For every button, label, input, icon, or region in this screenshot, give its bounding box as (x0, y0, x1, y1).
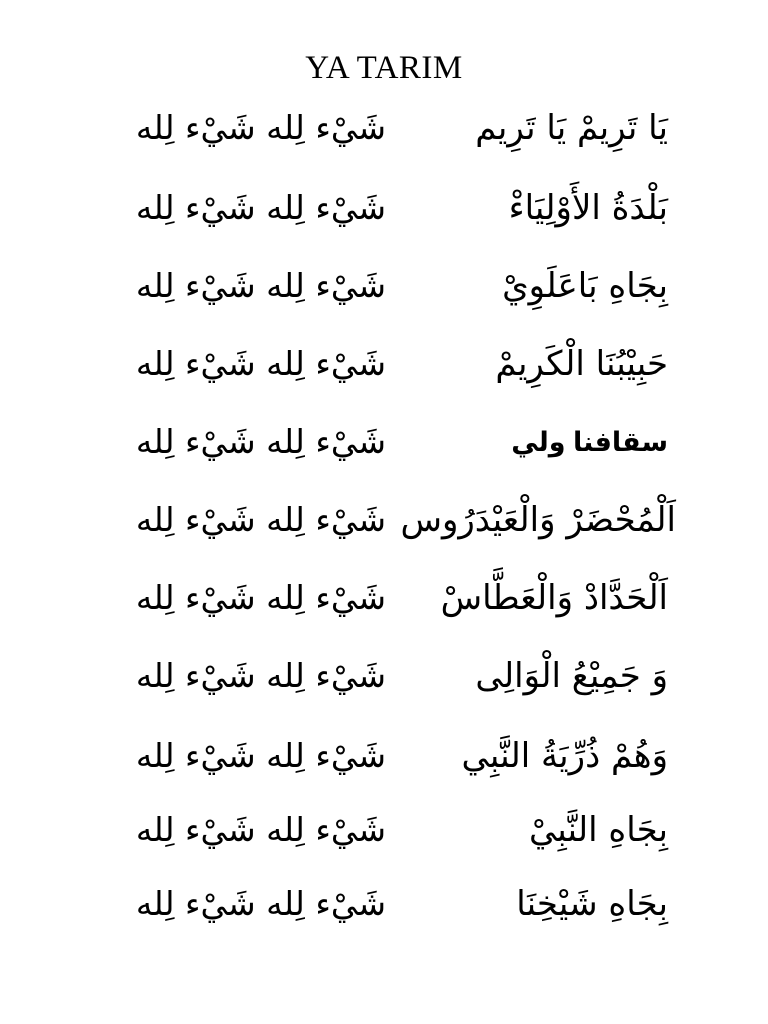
verse-text: بِجَاهِ بَاعَلَوِيْ (502, 266, 668, 306)
poem-line (0, 492, 768, 568)
page-title: YA TARIM (305, 50, 463, 86)
verse-text: وَ جَمِيْعُ الْوَالِى (475, 656, 668, 696)
refrain-text: شَيْء لِله شَيْء لِله (135, 266, 386, 305)
poem-line (0, 180, 768, 256)
refrain-text: شَيْء لِله شَيْء لِله (135, 422, 386, 461)
verse-text: حَبِيْبُنَا الْكَرِيمْ (495, 344, 668, 384)
poem-line (0, 802, 768, 878)
poem-line (0, 100, 768, 176)
verse-text: اَلْحَدَّادْ وَالْعَطَّاسْ (440, 578, 668, 618)
refrain-text: شَيْء لِله شَيْء لِله (135, 188, 386, 227)
verse-text: بِجَاهِ شَيْخِنَا (516, 884, 668, 924)
refrain-text: شَيْء لِله شَيْء لِله (135, 500, 386, 539)
verse-text: بِجَاهِ النَّبِيْ (528, 810, 668, 850)
refrain-text: شَيْء لِله شَيْء لِله (135, 736, 386, 775)
verse-text: سقافنا ولي (511, 427, 668, 457)
refrain-text: شَيْء لِله شَيْء لِله (135, 108, 386, 147)
refrain-text: شَيْء لِله شَيْء لِله (135, 656, 386, 695)
verse-text: بَلْدَةُ الأَوْلِيَاءْ (508, 188, 668, 228)
poem-line (0, 876, 768, 952)
poem-line (0, 728, 768, 804)
poem-line (0, 336, 768, 412)
verse-text: اَلْمُحْضَرْ وَالْعَيْدَرُوس (400, 500, 676, 540)
poem-line (0, 570, 768, 646)
refrain-text: شَيْء لِله شَيْء لِله (135, 344, 386, 383)
refrain-text: شَيْء لِله شَيْء لِله (135, 810, 386, 849)
verse-text: يَا تَرِيمْ يَا تَرِيم (475, 108, 668, 148)
refrain-text: شَيْء لِله شَيْء لِله (135, 884, 386, 923)
refrain-text: شَيْء لِله شَيْء لِله (135, 578, 386, 617)
poem-line (0, 648, 768, 724)
poem-line (0, 258, 768, 334)
verse-text: وَهُمْ ذُرِّيَةُ النَّبِي (461, 736, 668, 776)
poem-line (0, 414, 768, 490)
